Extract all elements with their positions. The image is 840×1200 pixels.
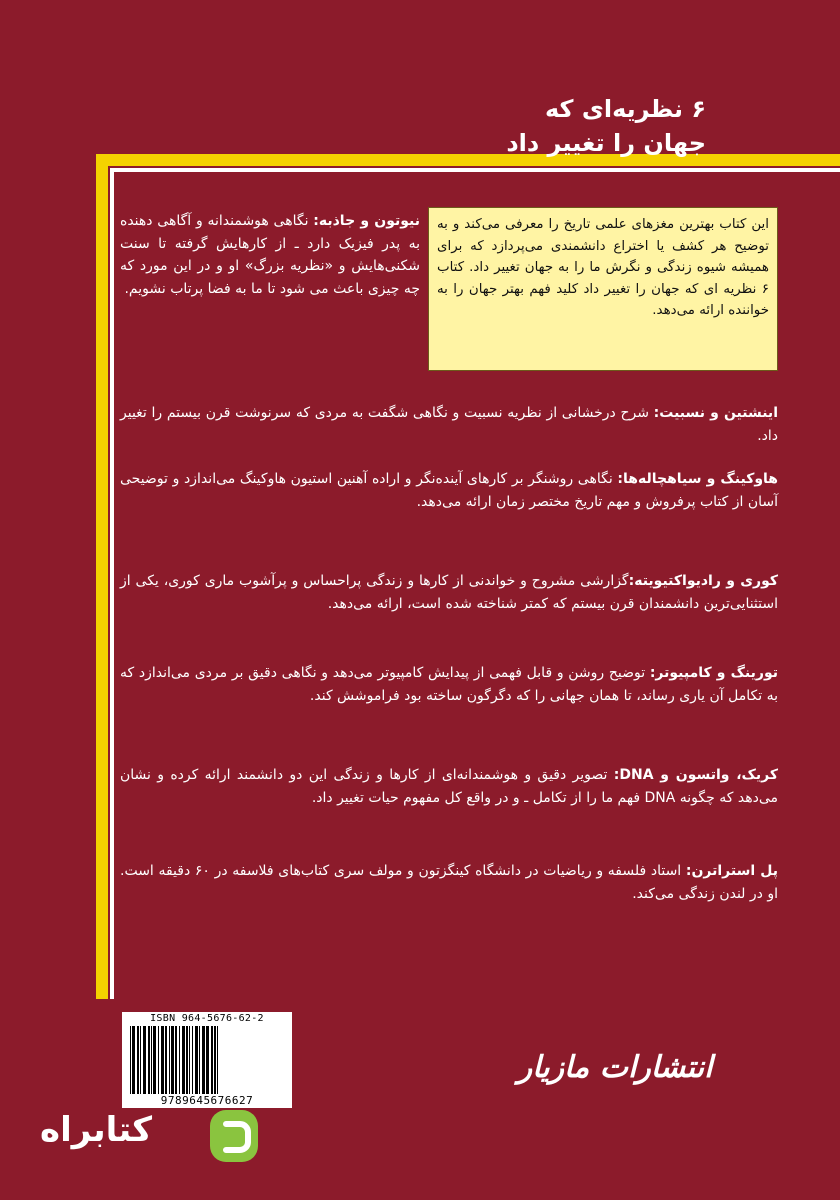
isbn-label: ISBN 964-5676-62-2 (150, 1013, 264, 1024)
barcode-bar (148, 1026, 150, 1094)
barcode-bar (186, 1026, 188, 1094)
barcode-bar (169, 1026, 170, 1094)
barcode (122, 1012, 292, 1108)
barcode-bar (143, 1026, 146, 1094)
barcode-bar (199, 1026, 200, 1094)
barcode-bar (140, 1026, 141, 1094)
frame-white-left (110, 168, 114, 999)
barcode-bar (151, 1026, 152, 1094)
title-line-1: ۶ نظریه‌ای که (545, 95, 706, 123)
entry-term: نیوتون و جاذبه: (313, 213, 420, 229)
ketabrah-wordmark: کتابراه (40, 1110, 153, 1150)
title-line-2: جهان را تغییر داد (506, 129, 706, 157)
entry-einstein (120, 402, 778, 447)
barcode-bar (153, 1026, 156, 1094)
entry-curie (120, 570, 778, 615)
barcode-bar (192, 1026, 193, 1094)
intro-box: این کتاب بهترین مغزهای علمی تاریخ را معرفی می‌کند و به توضیح هر کشف یا اختراع دانشمندی می‌پردازد که برای همیشه شیوه زندگی و نگرش ما را به جهان تغییر داد. کتاب ۶ نظریه ای که جهان را تغییر داد کلید فهم بهتر جهان را به خواننده ارائه می‌دهد. (428, 207, 778, 371)
entry-text: استاد فلسفه و ریاضیات در دانشگاه کینگزتون و مولف سری کتاب‌های فلاسفه در ۶۰ دقیقه است. او در لندن زندگی می‌کند. (120, 863, 778, 902)
barcode-bars (128, 1026, 286, 1094)
entry-text: نگاهی هوشمندانه و آگاهی دهنده به پدر فیزیک دارد ـ از کارهایش گرفته تا سنت شکنی‌هایش و «نظریه بزرگ» او و در این مورد که چه چیزی باعث می شود تا ما به فضا پرتاب نشویم. (120, 213, 420, 297)
entry-term: کریک، واتسون و DNA: (613, 767, 778, 783)
entry-term: پل استراترن: (685, 863, 778, 879)
entry-crick-watson (120, 764, 778, 809)
entry-term: کوری و رادیواکتیویته: (628, 573, 778, 589)
entry-text: گزارشی مشروح و خواندنی از کارها و زندگی پراحساس و پرآشوب ماری کوری، یکی از استثنایی‌ترین دانشمندان قرن بیستم که کمتر شناخته شده است، ارائه می‌دهد. (120, 573, 778, 612)
entry-term: اینشتین و نسبیت: (653, 405, 778, 421)
barcode-bar (132, 1026, 135, 1094)
entry-text: توضیح روشن و قابل فهمی از پیدایش کامپیوتر می‌دهد و نگاهی دقیق بر مردی می‌اندازد که به تکامل آن یاری رساند، تا همان جهانی را که دگرگون ساخته بود فراموشش کند. (120, 665, 778, 704)
publisher-logo: انتشارات مازیار (517, 1050, 713, 1085)
barcode-bar (202, 1026, 205, 1094)
barcode-bar (175, 1026, 177, 1094)
barcode-bar (130, 1026, 131, 1094)
barcode-bar (171, 1026, 174, 1094)
frame-yellow-left (96, 154, 108, 999)
entry-newton (120, 210, 420, 300)
barcode-bar (182, 1026, 185, 1094)
barcode-bar (214, 1026, 216, 1094)
barcode-number: 9789645676627 (160, 1094, 254, 1107)
entry-text: شرح درخشانی از نظریه نسبیت و نگاهی شگفت به مردی که سرنوشت قرن بیستم را تغییر داد. (120, 405, 778, 444)
frame-white-top (110, 168, 840, 172)
entry-author (120, 860, 778, 905)
entry-hawking (120, 468, 778, 513)
barcode-bar (211, 1026, 213, 1094)
barcode-bar (179, 1026, 180, 1094)
entry-text: تصویر دقیق و هوشمندانه‌ای از کارها و زندگی این دو دانشمند ارائه کرده و نشان می‌دهد که چگونه DNA فهم ما را از تکامل ـ و در واقع کل مفهوم حیات تغییر داد. (120, 767, 778, 806)
book-title (306, 92, 706, 160)
entry-term: تورینگ و کامپیوتر: (649, 665, 778, 681)
entry-text: نگاهی روشنگر بر کارهای آینده‌نگر و اراده آهنین استیون هاوکینگ می‌اندازد و توضیحی آسان از کتاب پرفروش و مهم تاریخ مختصر زمان ارائه می‌دهد. (120, 471, 778, 510)
entry-term: هاوکینگ و سیاهچاله‌ها: (617, 471, 778, 487)
barcode-bar (158, 1026, 159, 1094)
barcode-bar (161, 1026, 164, 1094)
barcode-bar (206, 1026, 209, 1094)
barcode-bar (189, 1026, 190, 1094)
entry-turing (120, 662, 778, 707)
barcode-bar (195, 1026, 198, 1094)
barcode-bar (165, 1026, 167, 1094)
barcode-bar (217, 1026, 218, 1094)
barcode-bar (137, 1026, 139, 1094)
